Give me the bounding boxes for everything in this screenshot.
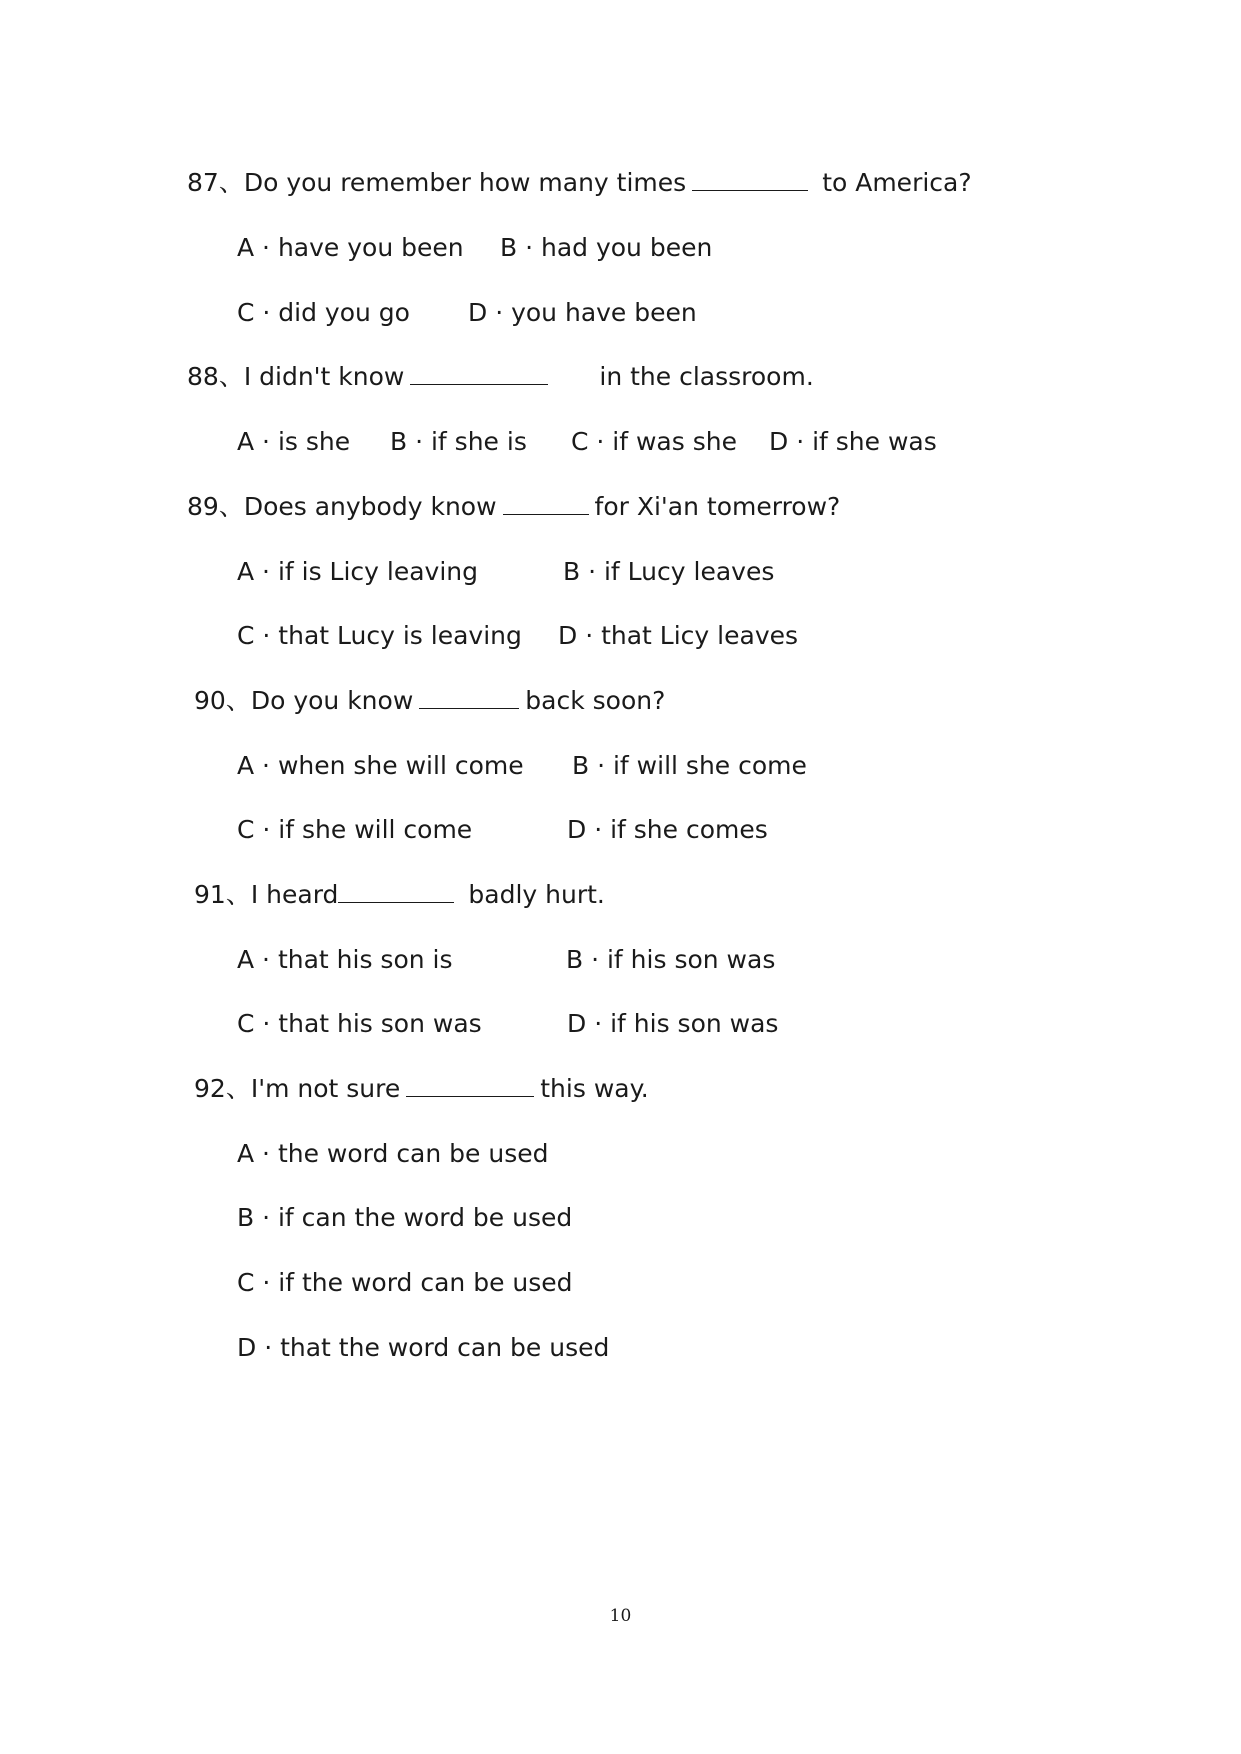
answer-blank — [419, 686, 519, 709]
option-b: B · if she is — [390, 427, 527, 456]
option-c: C · that his son was — [237, 1009, 482, 1038]
question-92-stem — [194, 1074, 649, 1104]
separator: 、 — [218, 362, 244, 391]
page-number: 10 — [609, 1606, 632, 1626]
question-88-stem — [187, 362, 814, 392]
option-d: D · if she comes — [567, 815, 768, 844]
separator: 、 — [225, 686, 251, 715]
stem-after: this way. — [540, 1074, 649, 1103]
question-number: 89 — [187, 492, 219, 521]
option-a: A · when she will come — [237, 751, 524, 780]
option-b: B · if can the word be used — [237, 1203, 573, 1232]
question-92-option-a — [237, 1139, 549, 1169]
stem-before: Do you know — [250, 686, 414, 715]
option-d: D · if she was — [769, 427, 937, 456]
stem-before: I heard — [250, 880, 339, 909]
question-89-stem — [187, 492, 840, 522]
answer-blank — [406, 1074, 534, 1097]
stem-before: Do you remember how many times — [243, 168, 687, 197]
question-number: 88 — [187, 362, 219, 391]
option-c: C · if the word can be used — [237, 1268, 573, 1297]
question-91-stem — [194, 880, 605, 910]
stem-after: in the classroom. — [599, 362, 814, 391]
separator: 、 — [225, 1074, 251, 1103]
option-b: B · if Lucy leaves — [563, 557, 775, 586]
question-92-option-b — [237, 1203, 572, 1233]
question-number: 91 — [194, 880, 226, 909]
stem-after: back soon? — [525, 686, 666, 715]
option-a: A · that his son is — [237, 945, 453, 974]
option-d: D · that Licy leaves — [558, 621, 799, 650]
option-c: C · if she will come — [237, 815, 473, 844]
question-number: 90 — [194, 686, 226, 715]
question-number: 87 — [187, 168, 219, 197]
option-d: D · if his son was — [567, 1009, 779, 1038]
question-87-stem — [187, 168, 972, 198]
option-a: A · if is Licy leaving — [237, 557, 479, 586]
option-b: B · if his son was — [566, 945, 776, 974]
option-d: D · that the word can be used — [237, 1333, 610, 1362]
option-d: D · you have been — [468, 298, 697, 327]
question-90-stem — [194, 686, 665, 716]
answer-blank — [692, 168, 808, 191]
option-c: C · that Lucy is leaving — [237, 621, 522, 650]
question-number: 92 — [194, 1074, 226, 1103]
separator: 、 — [218, 168, 244, 197]
stem-after: for Xi'an tomerrow? — [594, 492, 841, 521]
stem-before: I'm not sure — [250, 1074, 401, 1103]
answer-blank — [503, 492, 589, 515]
option-b: B · if will she come — [572, 751, 807, 780]
stem-after: badly hurt. — [468, 880, 605, 909]
option-c: C · did you go — [237, 298, 410, 327]
stem-before: I didn't know — [243, 362, 405, 391]
option-a: A · have you been — [237, 233, 464, 262]
option-b: B · had you been — [500, 233, 713, 262]
answer-blank — [338, 880, 454, 903]
stem-before: Does anybody know — [243, 492, 497, 521]
answer-blank — [410, 362, 548, 385]
option-a: A · the word can be used — [237, 1139, 549, 1168]
stem-after: to America? — [822, 168, 972, 197]
separator: 、 — [218, 492, 244, 521]
question-92-option-d — [237, 1333, 609, 1363]
question-92-option-c — [237, 1268, 573, 1298]
option-a: A · is she — [237, 427, 351, 456]
option-c: C · if was she — [571, 427, 737, 456]
separator: 、 — [225, 880, 251, 909]
